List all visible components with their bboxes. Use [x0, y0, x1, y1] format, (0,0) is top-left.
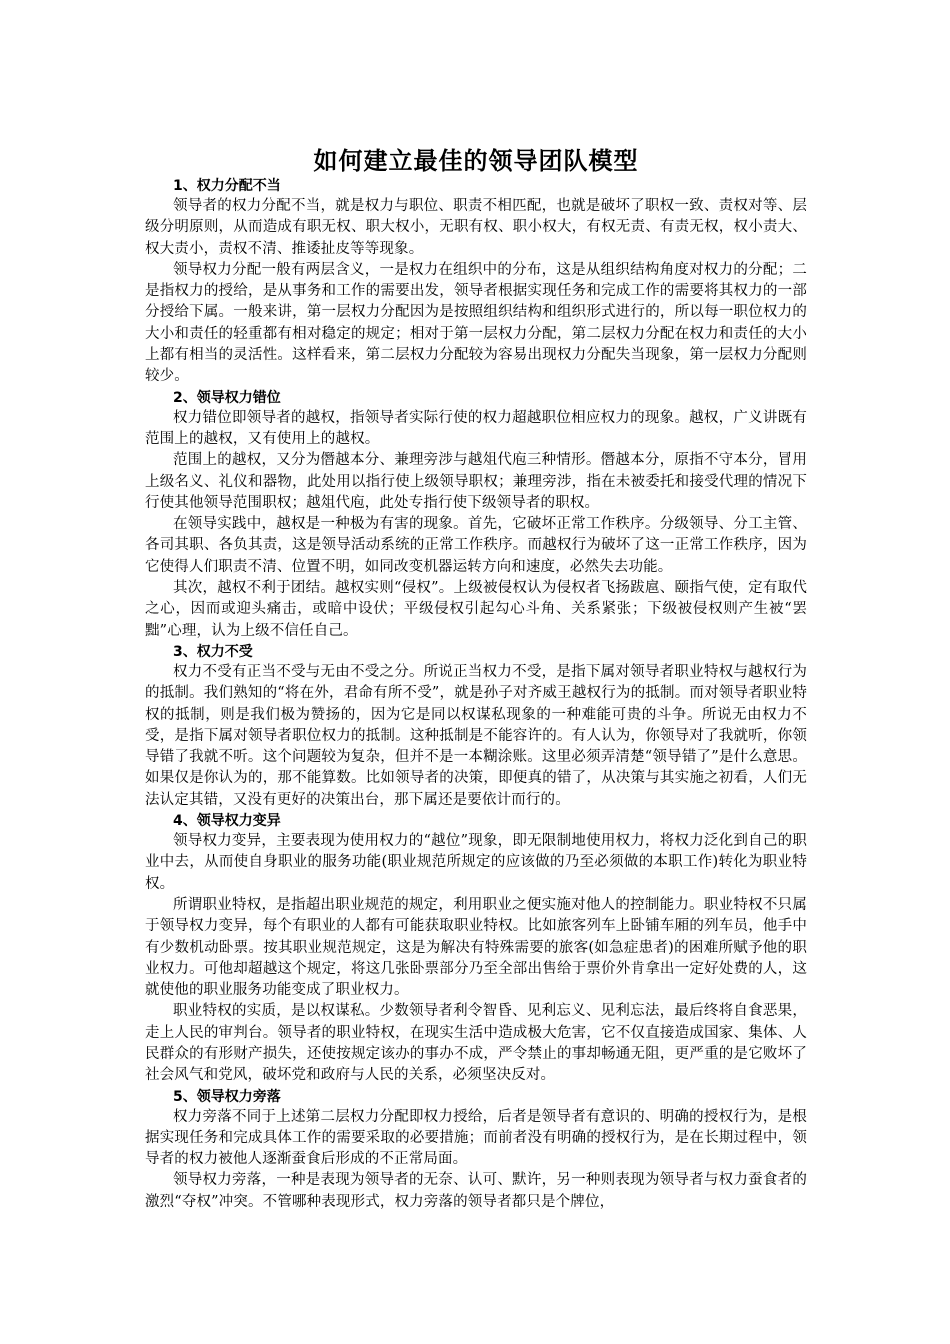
section-heading: 2、领导权力错位	[173, 389, 281, 406]
section-power-allocation	[145, 176, 807, 388]
section-heading: 1、权力分配不当	[173, 178, 281, 194]
paragraph: 其次，越权不利于团结。越权实则“侵权”。上级被侵权认为侵权者飞扬跋扈、颐指气使，定有取代之心，因而或迎头痛击，或暗中设伏；平级侵权引起勾心斗角、关系紧张；下级被侵权则产生被“罢黜”心理，认为上级不信任自己。	[145, 580, 807, 639]
paragraph: 领导者的权力分配不当，就是权力与职位、职责不相匹配，也就是破坏了职权一致、责权对等、层级分明原则，从而造成有职无权、职大权小，无职有权、职小权大，有权无责、有责无权，权小责大、权大责小，责权不清、推诿扯皮等等现象。	[145, 198, 807, 257]
document-title: 如何建立最佳的领导团队模型	[313, 147, 639, 175]
section-heading: 4、领导权力变异	[173, 813, 281, 830]
paragraph: 权力错位即领导者的越权，指领导者实际行使的权力超越职位相应权力的现象。越权，广义讲既有范围上的越权，又有使用上的越权。	[145, 409, 807, 447]
paragraph: 权力不受有正当不受与无由不受之分。所说正当权力不受，是指下属对领导者职业特权与越权行为的抵制。我们熟知的“将在外，君命有所不受”，就是孙子对齐威王越权行为的抵制。而对领导者职业特权的抵制，则是我们极为赞扬的，因为它是同以权谋私现象的一种难能可贵的斗争。所说无由权力不受，是指下属对领导者职位权力的抵制。这种抵制是不能容许的。有人认为，你领导对了我就听，你领导错了我就不听。这个问题较为复杂，但并不是一本糊涂账。这里必须弄清楚“领导错了”是什么意思。如果仅是你认为的，那不能算数。比如领导者的决策，即便真的错了，从决策与其实施之初看，人们无法认定其错，又没有更好的决策出台，那下属还是要依计而行的。	[145, 663, 807, 808]
paragraph: 领导权力旁落，一种是表现为领导者的无奈、认可、默许，另一种则表现为领导者与权力蚕食者的激烈“夺权”冲突。不管哪种表现形式，权力旁落的领导者都只是个牌位，	[145, 1172, 807, 1210]
paragraph: 领导权力分配一般有两层含义，一是权力在组织中的分布，这是从组织结构角度对权力的分配；二是指权力的授给，是从事务和工作的需要出发，领导者根据实现任务和完成工作的需要将其权力的一部分授给下属。一般来讲，第一层权力分配因为是按照组织结构和组织形式进行的，所以每一职位权力的大小和责任的轻重都有相对稳定的规定；相对于第一层权力分配，第二层权力分配在权力和责任的大小上都有相当的灵活性。这样看来，第二层权力分配较为容易出现权力分配失当现象，第一层权力分配则较少。	[145, 261, 807, 385]
paragraph: 范围上的越权，又分为僭越本分、兼理旁涉与越俎代庖三种情形。僭越本分，原指不守本分，冒用上级名义、礼仪和器物，此处用以指行使上级领导职权；兼理旁涉，指在未被委托和接受代理的情况下行使其他领导范围职权；越俎代庖，此处专指行使下级领导者的职权。	[145, 452, 807, 511]
section-heading: 5、领导权力旁落	[173, 1088, 281, 1105]
document-page	[145, 146, 807, 1213]
section-power-rejection	[145, 642, 807, 811]
section-heading: 3、权力不受	[173, 643, 253, 660]
section-power-delegation-loss	[145, 1087, 807, 1213]
paragraph: 权力旁落不同于上述第二层权力分配即权力授给，后者是领导者有意识的、明确的授权行为，是根据实现任务和完成具体工作的需要采取的必要措施；而前者没有明确的授权行为，是在长期过程中，领导者的权力被他人逐渐蚕食后形成的不正常局面。	[145, 1108, 807, 1168]
paragraph: 在领导实践中，越权是一种极为有害的现象。首先，它破坏正常工作秩序。分级领导、分工主管、各司其职、各负其责，这是领导活动系统的正常工作秩序。而越权行为破坏了这一正常工作秩序，因为它使得人们职责不清、位置不明，如同改变机器运转方向和速度，必然失去功能。	[145, 516, 807, 575]
paragraph: 领导权力变异，主要表现为使用权力的“越位”现象，即无限制地使用权力，将权力泛化到自己的职业中去，从而使自身职业的服务功能(职业规范所规定的应该做的乃至必须做的本职工作)转化为职业特权。	[145, 833, 807, 892]
section-power-mutation	[145, 811, 807, 1087]
paragraph: 所谓职业特权，是指超出职业规范的规定，利用职业之便实施对他人的控制能力。职业特权不只属于领导权力变异，每个有职业的人都有可能获取职业特权。比如旅客列车上卧铺车厢的列车员，他手中有少数机动卧票。按其职业规范规定，这是为解决有特殊需要的旅客(如急症患者)的困难所赋予他的职业权力。可他却超越这个规定，将这几张卧票部分乃至全部出售给于票价外肯拿出一定好处费的人，这就使他的职业服务功能变成了职业权力。	[145, 896, 807, 999]
paragraph: 职业特权的实质，是以权谋私。少数领导者利令智昏、见利忘义、见利忘法，最后终将自食恶果，走上人民的审判台。领导者的职业特权，在现实生活中造成极大危害，它不仅直接造成国家、集体、人民群众的有形财产损失，还使按规定该办的事办不成，严令禁止的事却畅通无阻，更严重的是它败坏了社会风气和党风，破坏党和政府与人民的关系，必须坚决反对。	[145, 1003, 807, 1084]
section-power-misplacement	[145, 388, 807, 642]
